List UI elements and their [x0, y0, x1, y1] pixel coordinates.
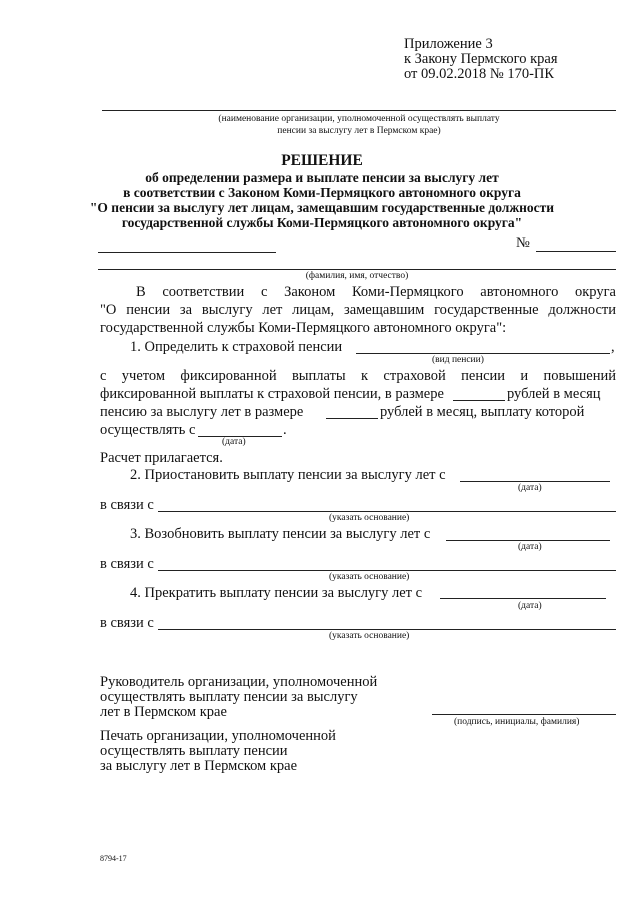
signatory-line-1: Руководитель организации, уполномоченной — [100, 674, 378, 690]
subtitle-line-4: государственной службы Коми-Пермяцкого автономного округа" — [121, 215, 523, 230]
item1-line-1: с учетом фиксированной выплаты к страховой пенсии и повышений — [100, 368, 616, 384]
appendix-line-3: от 09.02.2018 № 170-ПК — [404, 66, 555, 82]
amount2-line — [326, 418, 378, 419]
stamp-line-1: Печать организации, уполномоченной — [100, 728, 336, 744]
item4-lead: 4. Прекратить выплату пенсии за выслугу лет с — [130, 585, 423, 601]
pension-type-line — [356, 353, 610, 354]
appendix-line-1: Приложение 3 — [404, 36, 493, 52]
item4-reason-line — [158, 629, 616, 630]
item3-reason-lead: в связи с — [100, 556, 154, 572]
intro-line-3: государственной службы Коми-Пермяцкого автономного округа": — [100, 320, 507, 336]
appendix-header — [404, 37, 558, 82]
item1-line-2a: фиксированной выплаты к страховой пенсии, в размере — [100, 386, 444, 402]
signatory-block — [100, 675, 377, 720]
item2-reason-lead: в связи с — [100, 497, 154, 513]
item4-reason-caption: (указать основание) — [329, 631, 410, 641]
document-title: РЕШЕНИЕ — [281, 152, 363, 169]
number-label: № — [516, 235, 530, 251]
org-caption-line-1: (наименование организации, уполномоченной осуществлять выплату — [218, 114, 500, 124]
amount1-line — [453, 400, 505, 401]
item3-date-caption: (дата) — [518, 542, 542, 552]
subtitle-line-2: в соответствии с Законом Коми-Пермяцкого автономного округа — [123, 185, 521, 200]
item1-line-3a: пенсию за выслугу лет в размере — [100, 404, 304, 420]
subtitle-line-3: "О пенсии за выслугу лет лицам, замещавшим государственные должности — [89, 200, 555, 215]
item2-reason-line — [158, 511, 616, 512]
item1-lead: 1. Определить к страховой пенсии — [130, 339, 343, 355]
signatory-line-3: лет в Пермском крае — [100, 704, 227, 720]
item1-line-4: осуществлять с — [100, 422, 196, 438]
appendix-line-2: к Закону Пермского края — [404, 51, 558, 67]
stamp-line-2: осуществлять выплату пенсии — [100, 743, 288, 759]
item1-line-2b: рублей в месяц — [507, 386, 601, 402]
item1-comma: , — [611, 339, 615, 355]
item2-lead: 2. Приостановить выплату пенсии за выслугу лет с — [130, 467, 446, 483]
org-caption-line-2: пенсии за выслугу лет в Пермском крае) — [277, 126, 441, 136]
document-subtitle — [80, 170, 564, 230]
footer-code: 8794-17 — [100, 854, 127, 863]
item3-lead: 3. Возобновить выплату пенсии за выслугу лет с — [130, 526, 431, 542]
start-date-caption: (дата) — [222, 437, 246, 447]
item1-line-3b: рублей в месяц, выплату которой — [380, 404, 585, 420]
org-caption — [102, 113, 616, 137]
number-line — [536, 251, 616, 252]
signature-line — [432, 714, 616, 715]
item4-reason-lead: в связи с — [100, 615, 154, 631]
attachment-note: Расчет прилагается. — [100, 450, 223, 466]
pension-type-caption: (вид пенсии) — [432, 355, 484, 365]
org-name-line — [102, 110, 616, 111]
date-line — [98, 252, 276, 253]
item4-date-line — [440, 598, 606, 599]
intro-line-2: "О пенсии за выслугу лет лицам, замещавшим государственные должности — [100, 302, 616, 318]
fio-caption: (фамилия, имя, отчество) — [305, 271, 409, 281]
signature-caption: (подпись, инициалы, фамилия) — [454, 717, 580, 727]
item1-period: . — [283, 422, 287, 438]
signatory-line-2: осуществлять выплату пенсии за выслугу — [100, 689, 358, 705]
item2-date-caption: (дата) — [518, 483, 542, 493]
subtitle-line-1: об определении размера и выплате пенсии за выслугу лет — [145, 170, 499, 185]
item3-reason-line — [158, 570, 616, 571]
item2-date-line — [460, 481, 610, 482]
fio-line — [98, 269, 616, 270]
item3-reason-caption: (указать основание) — [329, 572, 410, 582]
stamp-block — [100, 729, 336, 774]
stamp-line-3: за выслугу лет в Пермском крае — [100, 758, 298, 774]
intro-line-1: В соответствии с Законом Коми-Пермяцкого автономного округа — [136, 284, 616, 300]
item2-reason-caption: (указать основание) — [329, 513, 410, 523]
item4-date-caption: (дата) — [518, 601, 542, 611]
item3-date-line — [446, 540, 610, 541]
